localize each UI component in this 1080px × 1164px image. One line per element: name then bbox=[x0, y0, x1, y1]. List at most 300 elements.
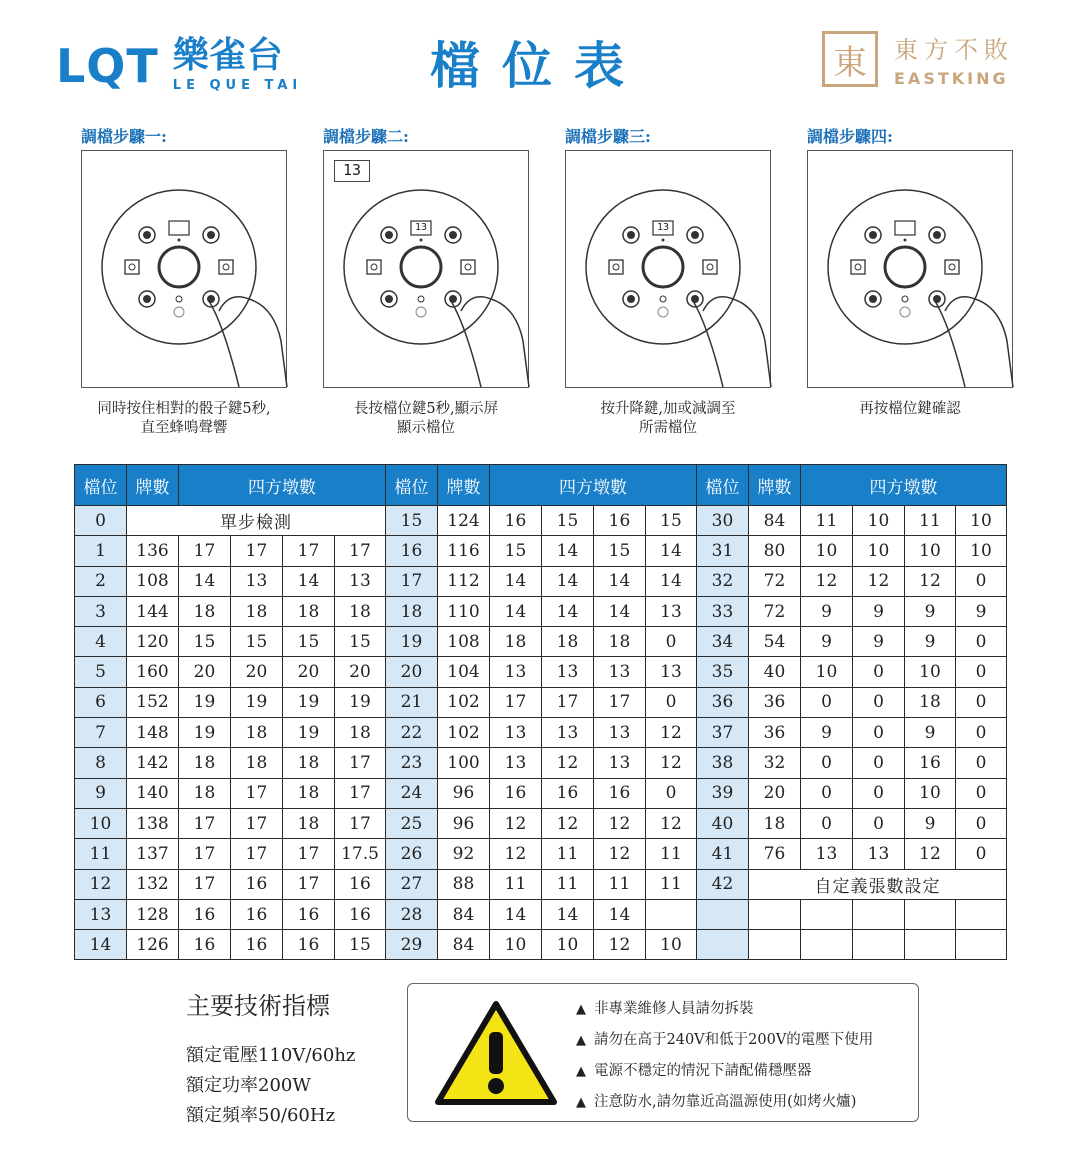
stack-count-cell: 16 bbox=[490, 506, 542, 536]
gear-number-cell: 18 bbox=[386, 596, 438, 626]
stack-count-cell: 12 bbox=[594, 930, 646, 960]
stack-count-cell: 20 bbox=[231, 657, 283, 687]
stack-count-cell: 0 bbox=[801, 748, 853, 778]
tile-count-cell: 18 bbox=[749, 808, 801, 838]
stack-count-cell: 16 bbox=[231, 930, 283, 960]
stack-count-cell: 0 bbox=[853, 657, 905, 687]
stack-count-cell: 9 bbox=[956, 596, 1007, 626]
step-4 bbox=[807, 124, 1013, 419]
stack-count-cell: 12 bbox=[646, 718, 697, 748]
stack-count-cell: 17 bbox=[231, 778, 283, 808]
stack-count-cell: 12 bbox=[490, 839, 542, 869]
stack-count-cell: 20 bbox=[179, 657, 231, 687]
gear-number-cell: 26 bbox=[386, 839, 438, 869]
gear-number-cell: 21 bbox=[386, 687, 438, 717]
stack-count-cell: 18 bbox=[179, 596, 231, 626]
stack-count-cell: 0 bbox=[956, 748, 1007, 778]
spec-frequency: 額定頻率50/60Hz bbox=[186, 1105, 336, 1126]
dice-button-icon bbox=[381, 227, 397, 243]
header-stacks: 四方墩數 bbox=[179, 465, 386, 506]
stack-count-cell: 14 bbox=[646, 536, 697, 566]
stack-count-cell: 15 bbox=[542, 506, 594, 536]
stack-count-cell: 0 bbox=[801, 778, 853, 808]
stack-count-cell: 0 bbox=[956, 808, 1007, 838]
stack-count-cell: 17 bbox=[179, 808, 231, 838]
stack-count-cell: 0 bbox=[853, 718, 905, 748]
stack-count-cell: 16 bbox=[231, 899, 283, 929]
dice-button-icon bbox=[687, 227, 703, 243]
tile-count-cell bbox=[749, 930, 801, 960]
stack-count-cell: 9 bbox=[801, 627, 853, 657]
stack-count-cell: 12 bbox=[594, 808, 646, 838]
stack-count-cell: 10 bbox=[905, 536, 956, 566]
partner-mark: 東 bbox=[822, 31, 878, 87]
stack-count-cell: 19 bbox=[335, 687, 386, 717]
stack-count-cell: 9 bbox=[905, 596, 956, 626]
gear-number-cell: 36 bbox=[697, 687, 749, 717]
stack-count-cell: 0 bbox=[956, 566, 1007, 596]
stack-count-cell: 16 bbox=[283, 930, 335, 960]
stack-count-cell: 0 bbox=[801, 808, 853, 838]
stack-count-cell: 13 bbox=[231, 566, 283, 596]
stack-count-cell: 0 bbox=[956, 718, 1007, 748]
stack-count-cell: 18 bbox=[231, 718, 283, 748]
stack-count-cell: 10 bbox=[490, 930, 542, 960]
table-row bbox=[75, 536, 1007, 566]
stack-count-cell: 11 bbox=[905, 506, 956, 536]
stack-count-cell: 18 bbox=[490, 627, 542, 657]
tile-count-cell: 20 bbox=[749, 778, 801, 808]
stack-count-cell: 12 bbox=[542, 808, 594, 838]
stack-count-cell: 9 bbox=[801, 718, 853, 748]
stack-count-cell: 12 bbox=[905, 566, 956, 596]
warning-item: ▲ 請勿在高于240V和低于200V的電壓下使用 bbox=[576, 1032, 874, 1048]
panel-display-readout: 13 bbox=[656, 222, 670, 233]
stack-count-cell: 17 bbox=[231, 839, 283, 869]
gear-table bbox=[74, 464, 1007, 960]
warning-bullet-icon: ▲ bbox=[576, 1033, 586, 1048]
gear-number-cell: 15 bbox=[386, 506, 438, 536]
stack-count-cell: 16 bbox=[335, 869, 386, 899]
stack-count-cell: 17 bbox=[335, 778, 386, 808]
table-row bbox=[75, 506, 1007, 536]
tile-count-cell: 88 bbox=[438, 869, 490, 899]
gear-number-cell: 29 bbox=[386, 930, 438, 960]
stack-count-cell: 0 bbox=[956, 657, 1007, 687]
stack-count-cell: 16 bbox=[231, 869, 283, 899]
stack-count-cell: 11 bbox=[646, 839, 697, 869]
gear-number-cell bbox=[697, 930, 749, 960]
stack-count-cell: 13 bbox=[490, 748, 542, 778]
stack-count-cell: 18 bbox=[283, 808, 335, 838]
stack-count-cell: 18 bbox=[283, 596, 335, 626]
stack-count-cell: 18 bbox=[179, 748, 231, 778]
stack-count-cell: 0 bbox=[646, 627, 697, 657]
stack-count-cell: 17.5 bbox=[335, 839, 386, 869]
header-tiles: 牌數 bbox=[749, 465, 801, 506]
stack-count-cell: 9 bbox=[801, 596, 853, 626]
stack-count-cell: 12 bbox=[542, 748, 594, 778]
gear-number-cell: 25 bbox=[386, 808, 438, 838]
tile-count-cell: 136 bbox=[127, 536, 179, 566]
stack-count-cell: 18 bbox=[335, 596, 386, 626]
table-row bbox=[75, 718, 1007, 748]
stack-count-cell: 18 bbox=[283, 778, 335, 808]
stack-count-cell: 17 bbox=[283, 869, 335, 899]
warning-item: ▲ 電源不穩定的情況下請配備穩壓器 bbox=[576, 1063, 812, 1079]
stack-count-cell: 15 bbox=[594, 536, 646, 566]
stack-count-cell: 13 bbox=[801, 839, 853, 869]
stack-count-cell: 14 bbox=[283, 566, 335, 596]
stack-count-cell: 10 bbox=[801, 657, 853, 687]
warning-bullet-icon: ▲ bbox=[576, 1064, 586, 1079]
tile-count-cell: 112 bbox=[438, 566, 490, 596]
gear-number-cell: 3 bbox=[75, 596, 127, 626]
table-row bbox=[75, 657, 1007, 687]
step-description-line: 顯示檔位 bbox=[397, 420, 455, 436]
gear-number-cell: 41 bbox=[697, 839, 749, 869]
step-illustration bbox=[81, 150, 287, 388]
stack-count-cell: 11 bbox=[594, 869, 646, 899]
stack-count-cell: 14 bbox=[490, 596, 542, 626]
step-title: 調檔步驟一: bbox=[81, 127, 167, 146]
table-row bbox=[75, 899, 1007, 929]
stack-count-cell: 9 bbox=[853, 596, 905, 626]
stack-count-cell bbox=[801, 899, 853, 929]
stack-count-cell bbox=[646, 899, 697, 929]
step-description bbox=[81, 400, 287, 438]
partner-name-en: EASTKING bbox=[894, 69, 1009, 88]
stack-count-cell: 0 bbox=[956, 627, 1007, 657]
tile-count-cell: 124 bbox=[438, 506, 490, 536]
stack-count-cell: 16 bbox=[905, 748, 956, 778]
tile-count-cell: 126 bbox=[127, 930, 179, 960]
stack-count-cell: 14 bbox=[542, 566, 594, 596]
stack-count-cell: 19 bbox=[283, 718, 335, 748]
stack-count-cell: 10 bbox=[542, 930, 594, 960]
tile-count-cell: 137 bbox=[127, 839, 179, 869]
stack-count-cell: 12 bbox=[646, 808, 697, 838]
tile-count-cell: 32 bbox=[749, 748, 801, 778]
tile-count-cell: 72 bbox=[749, 566, 801, 596]
stack-count-cell: 13 bbox=[646, 596, 697, 626]
stack-count-cell: 13 bbox=[490, 718, 542, 748]
stack-count-cell: 18 bbox=[179, 778, 231, 808]
stack-count-cell: 19 bbox=[179, 687, 231, 717]
tile-count-cell: 102 bbox=[438, 718, 490, 748]
warning-item: ▲ 非專業維修人員請勿拆裝 bbox=[576, 1001, 754, 1017]
warning-box bbox=[407, 983, 919, 1122]
stack-count-cell: 14 bbox=[594, 566, 646, 596]
step-description bbox=[807, 400, 1013, 419]
gear-number-cell: 31 bbox=[697, 536, 749, 566]
header-gear: 檔位 bbox=[75, 465, 127, 506]
gear-number-cell: 23 bbox=[386, 748, 438, 778]
stack-count-cell: 0 bbox=[956, 839, 1007, 869]
stack-count-cell: 16 bbox=[594, 778, 646, 808]
tile-count-cell: 104 bbox=[438, 657, 490, 687]
tile-count-cell: 36 bbox=[749, 718, 801, 748]
stack-count-cell: 18 bbox=[231, 748, 283, 778]
table-header-row bbox=[75, 465, 1007, 506]
gear-number-cell: 42 bbox=[697, 869, 749, 899]
gear-number-cell: 19 bbox=[386, 627, 438, 657]
stack-count-cell: 11 bbox=[542, 869, 594, 899]
stack-count-cell: 18 bbox=[335, 718, 386, 748]
step-title: 調檔步驟四: bbox=[807, 127, 893, 146]
stack-count-cell: 0 bbox=[956, 778, 1007, 808]
table-row bbox=[75, 596, 1007, 626]
stack-count-cell: 12 bbox=[490, 808, 542, 838]
stack-count-cell bbox=[956, 930, 1007, 960]
stack-count-cell: 9 bbox=[905, 718, 956, 748]
stack-count-cell bbox=[956, 899, 1007, 929]
gear-number-cell: 5 bbox=[75, 657, 127, 687]
step-2 bbox=[323, 124, 529, 438]
tile-count-cell: 108 bbox=[438, 627, 490, 657]
table-row bbox=[75, 748, 1007, 778]
spec-power: 額定功率200W bbox=[186, 1075, 311, 1096]
step-description-line: 同時按住相對的骰子鍵5秒, bbox=[97, 401, 271, 417]
table-row bbox=[75, 930, 1007, 960]
up-down-button-icon bbox=[125, 260, 139, 274]
step-1 bbox=[81, 124, 287, 438]
gear-number-cell: 27 bbox=[386, 869, 438, 899]
stack-count-cell: 14 bbox=[490, 566, 542, 596]
stack-count-cell: 0 bbox=[853, 778, 905, 808]
stack-count-cell: 18 bbox=[283, 748, 335, 778]
dice-button-icon bbox=[865, 291, 881, 307]
stack-count-cell: 10 bbox=[905, 778, 956, 808]
gear-number-cell: 38 bbox=[697, 748, 749, 778]
stack-count-cell: 16 bbox=[335, 899, 386, 929]
brand-name-en: LE QUE TAI bbox=[172, 78, 303, 93]
step-description-line: 直至蜂鳴聲響 bbox=[140, 420, 228, 436]
stack-count-cell: 15 bbox=[335, 930, 386, 960]
step-illustration bbox=[565, 150, 771, 388]
gear-number-cell: 6 bbox=[75, 687, 127, 717]
stack-count-cell: 14 bbox=[594, 596, 646, 626]
stack-count-cell: 16 bbox=[179, 899, 231, 929]
stack-count-cell: 17 bbox=[490, 687, 542, 717]
panel-display-readout: 13 bbox=[414, 222, 428, 233]
brand-name-cn: 樂雀台 bbox=[172, 35, 284, 76]
gear-number-cell: 17 bbox=[386, 566, 438, 596]
gear-number-cell: 39 bbox=[697, 778, 749, 808]
stack-count-cell: 17 bbox=[283, 839, 335, 869]
stack-count-cell: 12 bbox=[801, 566, 853, 596]
stack-count-cell: 19 bbox=[231, 687, 283, 717]
stack-count-cell: 11 bbox=[646, 869, 697, 899]
gear-number-cell: 37 bbox=[697, 718, 749, 748]
partner-name-cn: 東方不敗 bbox=[894, 36, 1014, 64]
stack-count-cell: 18 bbox=[905, 687, 956, 717]
table-row bbox=[75, 778, 1007, 808]
tile-count-cell: 96 bbox=[438, 808, 490, 838]
gear-number-cell: 0 bbox=[75, 506, 127, 536]
stack-count-cell: 17 bbox=[231, 808, 283, 838]
gear-number-cell: 11 bbox=[75, 839, 127, 869]
dice-button-icon bbox=[139, 291, 155, 307]
stack-count-cell: 19 bbox=[179, 718, 231, 748]
stack-count-cell: 0 bbox=[853, 808, 905, 838]
tile-count-cell: 76 bbox=[749, 839, 801, 869]
stack-count-cell: 18 bbox=[542, 627, 594, 657]
stack-count-cell: 13 bbox=[335, 566, 386, 596]
stack-count-cell: 17 bbox=[179, 869, 231, 899]
stack-count-cell: 14 bbox=[542, 899, 594, 929]
step-description bbox=[323, 400, 529, 438]
stack-count-cell: 14 bbox=[542, 596, 594, 626]
step-description-line: 長按檔位鍵5秒,顯示屏 bbox=[353, 401, 499, 417]
tile-count-cell: 96 bbox=[438, 778, 490, 808]
tile-count-cell: 84 bbox=[749, 506, 801, 536]
gear-number-cell: 20 bbox=[386, 657, 438, 687]
stack-count-cell: 15 bbox=[335, 627, 386, 657]
table-row bbox=[75, 808, 1007, 838]
stack-count-cell: 13 bbox=[542, 718, 594, 748]
control-panel-diagram bbox=[324, 151, 530, 389]
gear-number-cell: 16 bbox=[386, 536, 438, 566]
tile-count-cell: 72 bbox=[749, 596, 801, 626]
stack-count-cell: 16 bbox=[283, 899, 335, 929]
step-3 bbox=[565, 124, 771, 438]
gear-number-cell: 12 bbox=[75, 869, 127, 899]
gear-number-cell: 22 bbox=[386, 718, 438, 748]
tile-count-cell: 142 bbox=[127, 748, 179, 778]
step-title: 調檔步驟二: bbox=[323, 127, 409, 146]
gear-number-cell: 33 bbox=[697, 596, 749, 626]
tile-count-cell: 138 bbox=[127, 808, 179, 838]
tile-count-cell: 110 bbox=[438, 596, 490, 626]
specs-section bbox=[186, 986, 355, 1131]
stack-count-cell: 16 bbox=[490, 778, 542, 808]
dice-button-icon bbox=[865, 227, 881, 243]
dice-button-icon bbox=[623, 227, 639, 243]
tile-count-cell bbox=[749, 899, 801, 929]
gear-number-cell: 40 bbox=[697, 808, 749, 838]
stack-count-cell: 10 bbox=[905, 657, 956, 687]
up-down-button-icon bbox=[609, 260, 623, 274]
brand-mark: LQT bbox=[56, 38, 159, 93]
gear-number-cell: 35 bbox=[697, 657, 749, 687]
gear-number-cell: 10 bbox=[75, 808, 127, 838]
step-display-readout: 13 bbox=[334, 160, 370, 182]
stack-count-cell: 14 bbox=[646, 566, 697, 596]
tile-count-cell: 80 bbox=[749, 536, 801, 566]
tile-count-cell: 84 bbox=[438, 930, 490, 960]
stack-count-cell: 10 bbox=[853, 536, 905, 566]
table-row bbox=[75, 566, 1007, 596]
stack-count-cell bbox=[853, 930, 905, 960]
up-down-button-icon bbox=[219, 260, 233, 274]
tile-count-cell: 108 bbox=[127, 566, 179, 596]
stack-count-cell: 14 bbox=[542, 536, 594, 566]
tile-count-cell: 100 bbox=[438, 748, 490, 778]
specs-title: 主要技術指標 bbox=[186, 992, 330, 1020]
header-gear: 檔位 bbox=[386, 465, 438, 506]
stack-count-cell: 19 bbox=[283, 687, 335, 717]
stack-count-cell: 17 bbox=[542, 687, 594, 717]
tile-count-cell: 140 bbox=[127, 778, 179, 808]
tile-count-cell: 132 bbox=[127, 869, 179, 899]
stack-count-cell: 15 bbox=[490, 536, 542, 566]
stack-count-cell bbox=[905, 899, 956, 929]
stack-count-cell: 14 bbox=[179, 566, 231, 596]
gear-number-cell: 30 bbox=[697, 506, 749, 536]
stack-count-cell: 0 bbox=[853, 748, 905, 778]
brand-logo bbox=[56, 35, 303, 93]
partner-logo bbox=[822, 30, 1014, 88]
tile-count-cell: 84 bbox=[438, 899, 490, 929]
stack-count-cell: 0 bbox=[853, 687, 905, 717]
control-panel-diagram bbox=[82, 151, 288, 389]
warning-bullet-icon: ▲ bbox=[576, 1095, 586, 1110]
stack-count-cell: 13 bbox=[853, 839, 905, 869]
stack-count-cell: 12 bbox=[594, 839, 646, 869]
stack-count-cell: 17 bbox=[594, 687, 646, 717]
stack-count-cell: 13 bbox=[646, 657, 697, 687]
stack-count-cell: 14 bbox=[490, 899, 542, 929]
dice-button-icon bbox=[203, 227, 219, 243]
gear-number-cell: 13 bbox=[75, 899, 127, 929]
stack-count-cell: 0 bbox=[646, 778, 697, 808]
stack-count-cell: 16 bbox=[179, 930, 231, 960]
stack-count-cell bbox=[905, 930, 956, 960]
dice-button-icon bbox=[929, 227, 945, 243]
stack-count-cell: 9 bbox=[853, 627, 905, 657]
stack-count-cell: 11 bbox=[490, 869, 542, 899]
tile-count-cell: 36 bbox=[749, 687, 801, 717]
stack-count-cell: 13 bbox=[594, 657, 646, 687]
gear-number-cell: 34 bbox=[697, 627, 749, 657]
stack-count-cell: 10 bbox=[646, 930, 697, 960]
tile-count-cell: 148 bbox=[127, 718, 179, 748]
table-note-cell: 自定義張數設定 bbox=[749, 869, 1007, 899]
step-description-line: 所需檔位 bbox=[639, 420, 697, 436]
step-illustration bbox=[807, 150, 1013, 388]
stack-count-cell bbox=[801, 930, 853, 960]
stack-count-cell: 11 bbox=[542, 839, 594, 869]
gear-number-cell: 32 bbox=[697, 566, 749, 596]
gear-number-cell: 2 bbox=[75, 566, 127, 596]
tile-count-cell: 92 bbox=[438, 839, 490, 869]
tile-count-cell: 120 bbox=[127, 627, 179, 657]
header-gear: 檔位 bbox=[697, 465, 749, 506]
stack-count-cell: 10 bbox=[801, 536, 853, 566]
gear-number-cell: 4 bbox=[75, 627, 127, 657]
stack-count-cell: 17 bbox=[335, 536, 386, 566]
up-down-button-icon bbox=[851, 260, 865, 274]
warning-item: ▲ 注意防水,請勿靠近高溫源使用(如烤火爐) bbox=[576, 1094, 857, 1110]
stack-count-cell: 12 bbox=[853, 566, 905, 596]
tile-count-cell: 144 bbox=[127, 596, 179, 626]
gear-number-cell: 7 bbox=[75, 718, 127, 748]
spec-voltage: 額定電壓110V/60hz bbox=[186, 1045, 356, 1066]
stack-count-cell: 15 bbox=[283, 627, 335, 657]
table-note-cell: 單步檢測 bbox=[127, 506, 386, 536]
up-down-button-icon bbox=[461, 260, 475, 274]
up-down-button-icon bbox=[367, 260, 381, 274]
step-description bbox=[565, 400, 771, 438]
stack-count-cell bbox=[853, 899, 905, 929]
stack-count-cell: 13 bbox=[594, 748, 646, 778]
header-stacks: 四方墩數 bbox=[801, 465, 1007, 506]
dice-button-icon bbox=[381, 291, 397, 307]
stack-count-cell: 17 bbox=[335, 748, 386, 778]
stack-count-cell: 14 bbox=[594, 899, 646, 929]
tile-count-cell: 116 bbox=[438, 536, 490, 566]
